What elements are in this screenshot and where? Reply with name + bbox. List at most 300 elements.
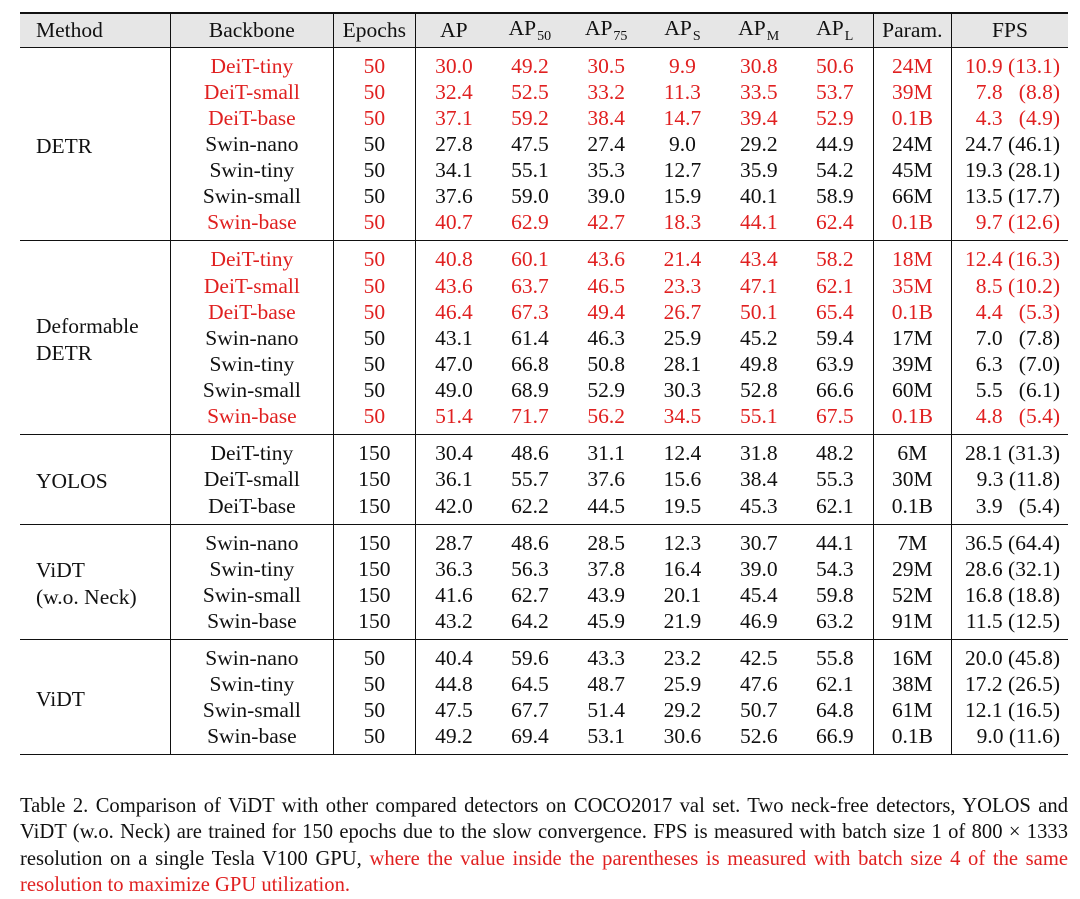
header-method: Method: [36, 17, 103, 42]
apm-cell: 52.6: [739, 724, 778, 749]
ap50-cell: 48.6: [511, 441, 549, 466]
ap50-cell: 68.9: [511, 378, 549, 403]
apl-cell: 52.9: [815, 105, 854, 130]
param-cell: 24M: [873, 131, 951, 157]
ap50-cell: 71.7: [511, 404, 549, 429]
ap-cell: 51.4: [415, 403, 491, 435]
table-group: [20, 47, 1068, 241]
header-ap: AP: [415, 13, 491, 47]
ap-cell: 46.4: [415, 299, 491, 325]
fps-cell: 16.8 (18.8): [951, 582, 1068, 608]
fps-cell: 20.0 (45.8): [951, 639, 1068, 671]
fps-cell: 8.5 (10.2): [951, 272, 1068, 298]
backbone-cell: Swin-tiny: [171, 556, 334, 582]
aps-cell: 18.3: [663, 210, 702, 235]
fps-cell: 19.3 (28.1): [951, 157, 1068, 183]
header-ap50: [492, 13, 568, 47]
header-aps: [644, 13, 720, 47]
table-row: [20, 697, 1068, 723]
table-row: [20, 524, 1068, 556]
header-aps-sub: S: [692, 28, 701, 44]
table-caption: [20, 793, 1068, 899]
aps-cell: 12.3: [663, 530, 702, 555]
method-label-line: ViDT: [36, 687, 85, 712]
ap75-cell: 43.6: [587, 247, 625, 272]
table-row: [20, 299, 1068, 325]
ap75-cell: 46.5: [587, 273, 625, 298]
epochs-cell: 150: [333, 608, 415, 640]
ap-cell: 37.6: [415, 183, 491, 209]
param-cell: 39M: [873, 79, 951, 105]
ap75-cell: 51.4: [587, 698, 625, 723]
apl-cell: 66.9: [815, 724, 854, 749]
aps-cell: 26.7: [663, 299, 702, 324]
apl-cell: 50.6: [815, 53, 854, 78]
param-cell: 0.1B: [873, 723, 951, 755]
apl-cell: 59.8: [815, 582, 854, 607]
table-row: [20, 157, 1068, 183]
ap-cell: 43.2: [415, 608, 491, 640]
backbone-cell: DeiT-small: [171, 79, 334, 105]
header-apm-base: AP: [738, 15, 766, 40]
epochs-cell: 50: [333, 723, 415, 755]
aps-cell: 14.7: [663, 105, 702, 130]
backbone-cell: Swin-base: [171, 403, 334, 435]
aps-cell: 25.9: [663, 325, 702, 350]
epochs-cell: 150: [333, 524, 415, 556]
header-aps-base: AP: [664, 15, 692, 40]
backbone-cell: DeiT-tiny: [171, 241, 334, 273]
aps-cell: 16.4: [663, 556, 702, 581]
epochs-cell: 50: [333, 299, 415, 325]
method-label-line: Deformable: [36, 314, 139, 339]
results-table: [20, 12, 1068, 755]
apl-cell: 58.2: [815, 247, 854, 272]
backbone-cell: Swin-tiny: [171, 351, 334, 377]
apl-cell: 54.3: [815, 556, 854, 581]
table-row: [20, 79, 1068, 105]
header-row: [20, 13, 1068, 47]
ap50-cell: 47.5: [511, 131, 549, 156]
apm-cell: 39.0: [739, 556, 778, 581]
ap50-cell: 49.2: [511, 53, 549, 78]
aps-cell: 21.4: [663, 247, 702, 272]
ap50-cell: 63.7: [511, 273, 549, 298]
fps-cell: 7.0 (7.8): [951, 325, 1068, 351]
param-cell: 16M: [873, 639, 951, 671]
aps-cell: 30.6: [663, 724, 702, 749]
caption-highlighted-text: where the value inside the parentheses is measured with batch size 4 of the same resolution to maximize GPU utilization.: [20, 847, 1068, 897]
table-row: [20, 209, 1068, 241]
ap-cell: 34.1: [415, 157, 491, 183]
ap75-cell: 52.9: [587, 378, 625, 403]
table-row: [20, 377, 1068, 403]
epochs-cell: 150: [333, 466, 415, 492]
backbone-cell: DeiT-base: [171, 105, 334, 131]
epochs-cell: 50: [333, 272, 415, 298]
table-row: [20, 723, 1068, 755]
ap50-cell: 59.0: [511, 184, 549, 209]
apl-cell: 59.4: [815, 325, 854, 350]
header-ap50-base: AP: [508, 15, 537, 40]
param-cell: 61M: [873, 697, 951, 723]
ap75-cell: 43.9: [587, 582, 625, 607]
epochs-cell: 50: [333, 377, 415, 403]
apl-cell: 62.1: [815, 493, 854, 518]
apm-cell: 49.8: [739, 352, 778, 377]
epochs-cell: 50: [333, 325, 415, 351]
param-cell: 0.1B: [873, 299, 951, 325]
ap50-cell: 62.7: [511, 582, 549, 607]
aps-cell: 15.6: [663, 467, 702, 492]
ap75-cell: 30.5: [587, 53, 625, 78]
epochs-cell: 50: [333, 241, 415, 273]
ap-cell: 43.6: [415, 272, 491, 298]
table-row: [20, 272, 1068, 298]
table-row: [20, 241, 1068, 273]
param-cell: 7M: [873, 524, 951, 556]
table-group: [20, 524, 1068, 639]
ap50-cell: 67.7: [511, 698, 549, 723]
caption-text: Table 2. Comparison of ViDT with other compared detectors on COCO2017 val set. Two neck-free detectors, YOLOS and ViDT (w.o. Neck) are trained for 150 epochs due to the slow convergence. FPS is measured with batch size 1 of 800 × 1333 resolution on a single Tesla V100 GPU,: [20, 794, 1068, 870]
backbone-cell: DeiT-small: [171, 272, 334, 298]
method-cell: [20, 47, 171, 241]
aps-cell: 21.9: [663, 608, 702, 633]
ap-cell: 44.8: [415, 671, 491, 697]
aps-cell: 28.1: [663, 352, 702, 377]
apl-cell: 62.4: [815, 210, 854, 235]
epochs-cell: 150: [333, 435, 415, 467]
aps-cell: 11.3: [664, 79, 701, 104]
ap75-cell: 49.4: [587, 299, 625, 324]
ap-cell: 28.7: [415, 524, 491, 556]
apm-cell: 38.4: [739, 467, 778, 492]
fps-cell: 12.4 (16.3): [951, 241, 1068, 273]
param-cell: 91M: [873, 608, 951, 640]
aps-cell: 23.3: [663, 273, 702, 298]
apl-cell: 63.9: [815, 352, 854, 377]
ap75-cell: 43.3: [587, 645, 625, 670]
fps-cell: 28.1 (31.3): [951, 435, 1068, 467]
fps-cell: 3.9 (5.4): [951, 493, 1068, 525]
header-apl-base: AP: [816, 15, 844, 40]
backbone-cell: Swin-base: [171, 723, 334, 755]
ap75-cell: 28.5: [587, 530, 625, 555]
ap-cell: 47.5: [415, 697, 491, 723]
apl-cell: 66.6: [815, 378, 854, 403]
aps-cell: 20.1: [663, 582, 702, 607]
backbone-cell: Swin-nano: [171, 325, 334, 351]
table-row: [20, 639, 1068, 671]
method-cell: [20, 639, 171, 754]
apm-cell: 50.7: [739, 698, 778, 723]
table-row: [20, 105, 1068, 131]
ap-cell: 40.7: [415, 209, 491, 241]
table-row: [20, 671, 1068, 697]
ap50-cell: 59.6: [511, 645, 549, 670]
header-param: Param.: [873, 13, 951, 47]
fps-cell: 17.2 (26.5): [951, 671, 1068, 697]
apm-cell: 45.2: [739, 325, 778, 350]
ap-cell: 27.8: [415, 131, 491, 157]
apl-cell: 44.9: [815, 131, 854, 156]
fps-cell: 24.7 (46.1): [951, 131, 1068, 157]
epochs-cell: 50: [333, 697, 415, 723]
param-cell: 0.1B: [873, 493, 951, 525]
backbone-cell: DeiT-base: [171, 299, 334, 325]
apl-cell: 58.9: [815, 184, 854, 209]
backbone-cell: Swin-small: [171, 377, 334, 403]
header-fps: FPS: [951, 13, 1068, 47]
ap-cell: 41.6: [415, 582, 491, 608]
ap-cell: 36.1: [415, 466, 491, 492]
method-label-line: ViDT: [36, 558, 85, 583]
param-cell: 18M: [873, 241, 951, 273]
ap-cell: 40.8: [415, 241, 491, 273]
table-row: [20, 556, 1068, 582]
aps-cell: 25.9: [663, 672, 702, 697]
apl-cell: 62.1: [815, 672, 854, 697]
backbone-cell: Swin-nano: [171, 524, 334, 556]
backbone-cell: Swin-small: [171, 183, 334, 209]
backbone-cell: DeiT-base: [171, 493, 334, 525]
ap75-cell: 56.2: [587, 404, 625, 429]
fps-cell: 6.3 (7.0): [951, 351, 1068, 377]
backbone-cell: Swin-base: [171, 608, 334, 640]
param-cell: 52M: [873, 582, 951, 608]
fps-cell: 5.5 (6.1): [951, 377, 1068, 403]
fps-cell: 9.0 (11.6): [951, 723, 1068, 755]
ap-cell: 36.3: [415, 556, 491, 582]
apl-cell: 63.2: [815, 608, 854, 633]
ap75-cell: 46.3: [587, 325, 625, 350]
epochs-cell: 50: [333, 351, 415, 377]
table-row: [20, 608, 1068, 640]
apm-cell: 45.4: [739, 582, 778, 607]
header-ap75-sub: 75: [613, 28, 628, 44]
ap50-cell: 60.1: [511, 247, 549, 272]
apl-cell: 62.1: [815, 273, 854, 298]
apm-cell: 46.9: [739, 608, 778, 633]
epochs-cell: 50: [333, 47, 415, 79]
header-ap75: [568, 13, 644, 47]
param-cell: 45M: [873, 157, 951, 183]
method-cell: [20, 524, 171, 639]
ap75-cell: 27.4: [587, 131, 625, 156]
method-label-line: DETR: [36, 341, 93, 366]
ap-cell: 42.0: [415, 493, 491, 525]
epochs-cell: 50: [333, 209, 415, 241]
backbone-cell: DeiT-tiny: [171, 435, 334, 467]
aps-cell: 9.9: [669, 53, 696, 78]
backbone-cell: Swin-nano: [171, 639, 334, 671]
ap-cell: 49.0: [415, 377, 491, 403]
ap50-cell: 69.4: [511, 724, 549, 749]
table-row: [20, 466, 1068, 492]
method-label-line: DETR: [36, 133, 93, 158]
epochs-cell: 150: [333, 582, 415, 608]
method-label-line: (w.o. Neck): [36, 585, 137, 610]
apm-cell: 33.5: [739, 79, 778, 104]
aps-cell: 12.7: [663, 158, 702, 183]
table-group: [20, 435, 1068, 524]
ap75-cell: 44.5: [587, 493, 625, 518]
apl-cell: 55.8: [815, 645, 854, 670]
table-row: [20, 131, 1068, 157]
ap75-cell: 48.7: [587, 672, 625, 697]
apl-cell: 65.4: [815, 299, 854, 324]
table-group: [20, 241, 1068, 435]
apl-cell: 54.2: [815, 158, 854, 183]
apm-cell: 45.3: [739, 493, 778, 518]
ap-cell: 37.1: [415, 105, 491, 131]
ap-cell: 49.2: [415, 723, 491, 755]
param-cell: 0.1B: [873, 209, 951, 241]
ap50-cell: 66.8: [511, 352, 549, 377]
table-row: [20, 493, 1068, 525]
ap50-cell: 61.4: [511, 325, 549, 350]
aps-cell: 12.4: [663, 441, 702, 466]
ap-cell: 43.1: [415, 325, 491, 351]
ap-cell: 32.4: [415, 79, 491, 105]
apm-cell: 39.4: [739, 105, 778, 130]
epochs-cell: 150: [333, 556, 415, 582]
apm-cell: 40.1: [739, 184, 778, 209]
fps-cell: 28.6 (32.1): [951, 556, 1068, 582]
fps-cell: 36.5 (64.4): [951, 524, 1068, 556]
backbone-cell: Swin-tiny: [171, 671, 334, 697]
ap75-cell: 45.9: [587, 608, 625, 633]
param-cell: 66M: [873, 183, 951, 209]
aps-cell: 9.0: [669, 131, 696, 156]
fps-cell: 4.3 (4.9): [951, 105, 1068, 131]
backbone-cell: Swin-base: [171, 209, 334, 241]
epochs-cell: 50: [333, 403, 415, 435]
table-header: [20, 13, 1068, 47]
table-row: [20, 47, 1068, 79]
aps-cell: 19.5: [663, 493, 702, 518]
ap-cell: 47.0: [415, 351, 491, 377]
param-cell: 0.1B: [873, 403, 951, 435]
apm-cell: 52.8: [739, 378, 778, 403]
fps-cell: 13.5 (17.7): [951, 183, 1068, 209]
header-backbone: Backbone: [171, 13, 334, 47]
param-cell: 0.1B: [873, 105, 951, 131]
param-cell: 29M: [873, 556, 951, 582]
ap50-cell: 55.1: [511, 158, 549, 183]
fps-cell: 12.1 (16.5): [951, 697, 1068, 723]
header-apm: [721, 13, 797, 47]
ap75-cell: 31.1: [587, 441, 625, 466]
table-row: [20, 582, 1068, 608]
ap50-cell: 62.2: [511, 493, 549, 518]
results-table-container: [20, 12, 1068, 755]
table-row: [20, 351, 1068, 377]
table-row: [20, 325, 1068, 351]
aps-cell: 30.3: [663, 378, 702, 403]
backbone-cell: DeiT-tiny: [171, 47, 334, 79]
table-row: [20, 435, 1068, 467]
ap75-cell: 35.3: [587, 158, 625, 183]
ap75-cell: 37.6: [587, 467, 625, 492]
backbone-cell: Swin-nano: [171, 131, 334, 157]
apm-cell: 35.9: [739, 158, 778, 183]
backbone-cell: DeiT-small: [171, 466, 334, 492]
apm-cell: 47.6: [739, 672, 778, 697]
aps-cell: 15.9: [663, 184, 702, 209]
ap-cell: 30.4: [415, 435, 491, 467]
ap-cell: 40.4: [415, 639, 491, 671]
apl-cell: 64.8: [815, 698, 854, 723]
fps-cell: 11.5 (12.5): [951, 608, 1068, 640]
epochs-cell: 50: [333, 105, 415, 131]
ap75-cell: 37.8: [587, 556, 625, 581]
param-cell: 24M: [873, 47, 951, 79]
apm-cell: 42.5: [739, 645, 778, 670]
epochs-cell: 150: [333, 493, 415, 525]
apm-cell: 47.1: [739, 273, 778, 298]
apm-cell: 55.1: [739, 404, 778, 429]
epochs-cell: 50: [333, 157, 415, 183]
apm-cell: 30.7: [739, 530, 778, 555]
header-apl-sub: L: [844, 28, 854, 44]
apl-cell: 44.1: [815, 530, 854, 555]
epochs-cell: 50: [333, 183, 415, 209]
header-ap50-sub: 50: [537, 28, 552, 44]
header-apl: [797, 13, 873, 47]
ap50-cell: 56.3: [511, 556, 549, 581]
apl-cell: 67.5: [815, 404, 854, 429]
param-cell: 38M: [873, 671, 951, 697]
ap50-cell: 55.7: [511, 467, 549, 492]
aps-cell: 34.5: [663, 404, 702, 429]
param-cell: 6M: [873, 435, 951, 467]
apm-cell: 44.1: [739, 210, 778, 235]
aps-cell: 29.2: [663, 698, 702, 723]
apm-cell: 31.8: [739, 441, 778, 466]
apl-cell: 55.3: [815, 467, 854, 492]
ap75-cell: 33.2: [587, 79, 625, 104]
fps-cell: 9.3 (11.8): [951, 466, 1068, 492]
apm-cell: 43.4: [739, 247, 778, 272]
epochs-cell: 50: [333, 639, 415, 671]
aps-cell: 23.2: [663, 645, 702, 670]
ap75-cell: 39.0: [587, 184, 625, 209]
method-label-line: YOLOS: [36, 469, 108, 494]
fps-cell: 4.8 (5.4): [951, 403, 1068, 435]
ap75-cell: 42.7: [587, 210, 625, 235]
ap75-cell: 38.4: [587, 105, 625, 130]
fps-cell: 10.9 (13.1): [951, 47, 1068, 79]
ap50-cell: 64.2: [511, 608, 549, 633]
apm-cell: 50.1: [739, 299, 778, 324]
param-cell: 39M: [873, 351, 951, 377]
table-group: [20, 639, 1068, 754]
table-row: [20, 183, 1068, 209]
ap75-cell: 50.8: [587, 352, 625, 377]
ap50-cell: 64.5: [511, 672, 549, 697]
fps-cell: 9.7 (12.6): [951, 209, 1068, 241]
method-cell: [20, 241, 171, 435]
epochs-cell: 50: [333, 79, 415, 105]
ap50-cell: 62.9: [511, 210, 549, 235]
method-cell: [20, 435, 171, 524]
param-cell: 35M: [873, 272, 951, 298]
header-ap75-base: AP: [584, 15, 613, 40]
ap50-cell: 59.2: [511, 105, 549, 130]
fps-cell: 7.8 (8.8): [951, 79, 1068, 105]
header-epochs: Epochs: [333, 13, 415, 47]
